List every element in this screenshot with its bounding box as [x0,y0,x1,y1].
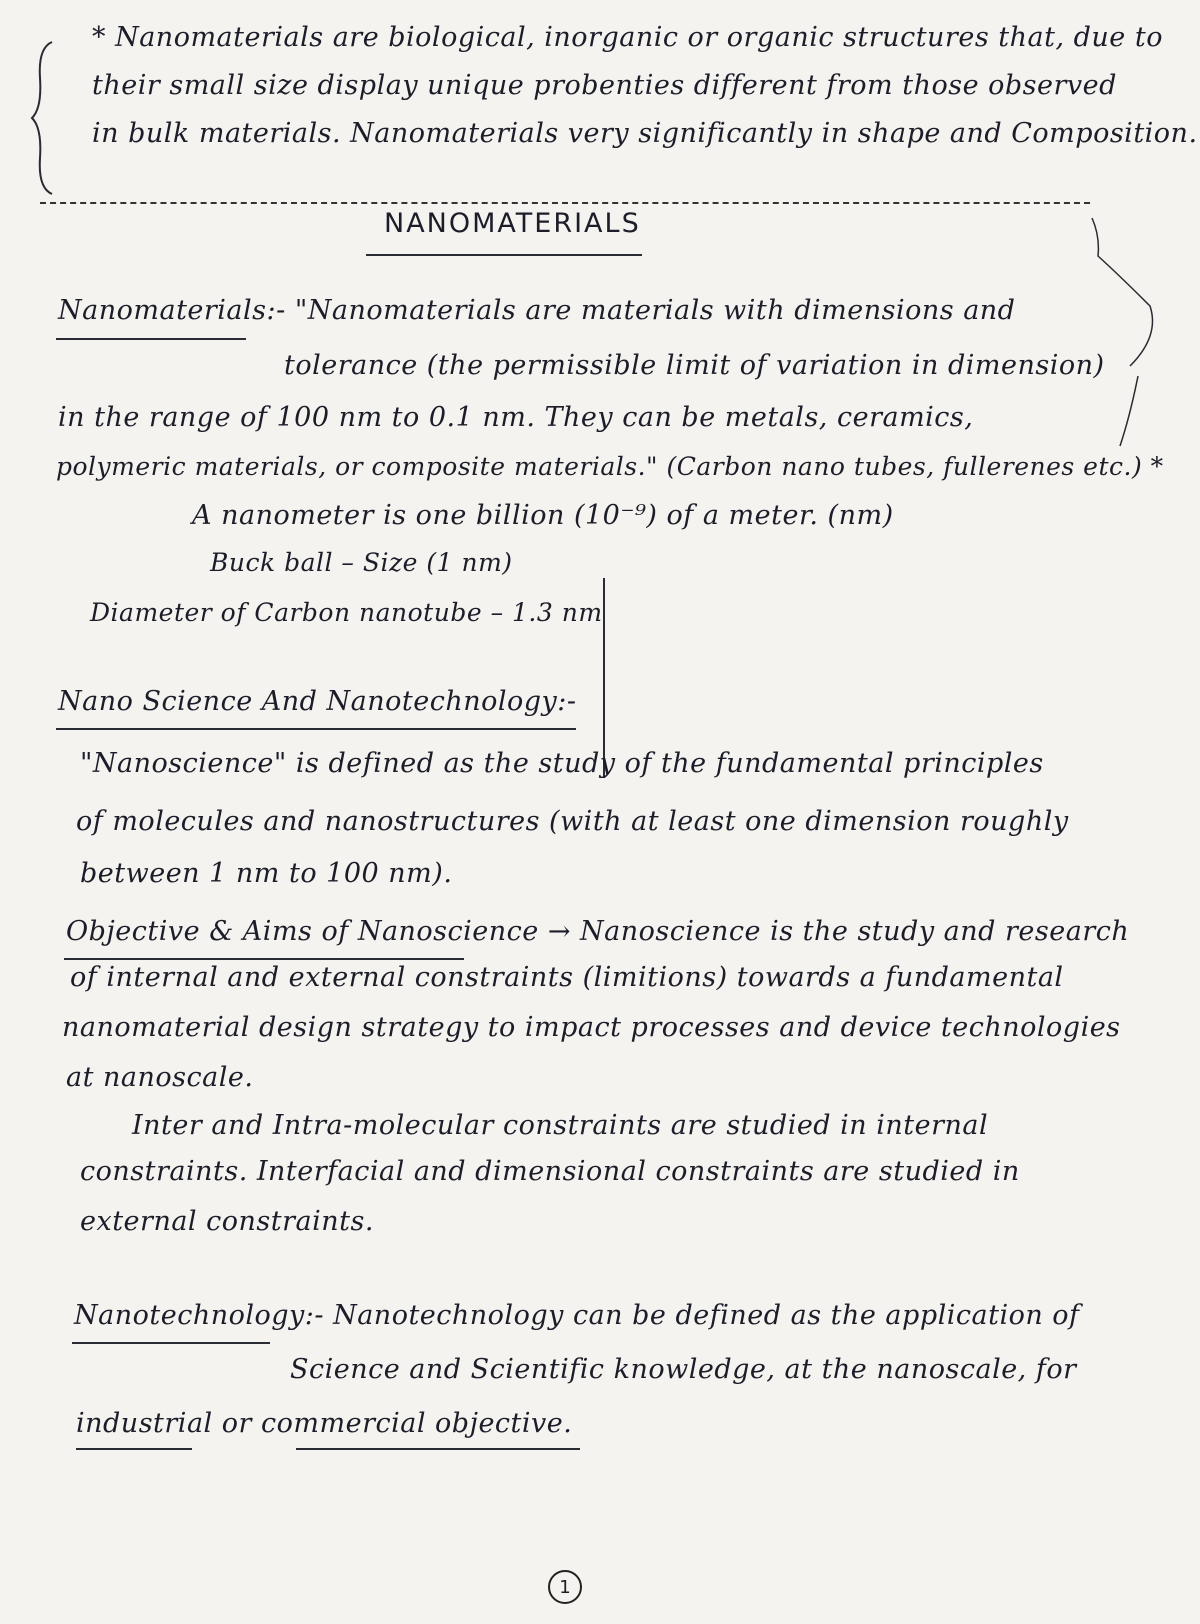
nanoscience-line-6: nanomaterial design strategy to impact processes and device technologies [62,1012,1121,1043]
nanoscience-heading: Nano Science And Nanotechnology:- [58,686,577,717]
objective-underline [64,958,464,960]
nanotechnology-line-2: Science and Scientific knowledge, at the nanoscale, for [290,1354,1077,1385]
curly-brace-mark [30,38,56,198]
nanoscience-heading-underline [56,728,576,730]
nanometer-definition: A nanometer is one billion (10⁻⁹) of a meter. (nm) [192,500,894,531]
nanoscience-line-9: constraints. Interfacial and dimensional constraints are studied in [80,1156,1020,1187]
nanomaterials-def-line-4: polymeric materials, or composite materials." (Carbon nano tubes, fullerenes etc.) * [56,452,1164,481]
intro-line-3: in bulk materials. Nanomaterials very significantly in shape and Composition. [92,118,1198,149]
nanoscience-line-10: external constraints. [80,1206,374,1237]
nanoscience-line-2: of molecules and nanostructures (with at least one dimension roughly [76,806,1069,837]
nanoscience-line-1: "Nanoscience" is defined as the study of the fundamental principles [80,748,1044,779]
title-underline [366,254,642,256]
page-number: 1 [548,1570,582,1604]
nanomaterials-def-line-3: in the range of 100 nm to 0.1 nm. They can be metals, ceramics, [58,402,974,433]
margin-scribble [1090,216,1180,476]
nanomaterials-def-line-1: Nanomaterials:- "Nanomaterials are materials with dimensions and [58,295,1016,326]
buckball-size: Buck ball – Size (1 nm) [210,548,513,577]
carbon-nanotube-diameter: Diameter of Carbon nanotube – 1.3 nm [90,598,603,627]
nanoscience-line-7: at nanoscale. [66,1062,254,1093]
page-title: NANOMATERIALS [384,208,641,239]
nanoscience-line-3: between 1 nm to 100 nm). [80,858,453,889]
objective-heading: Objective & Aims of Nanoscience → Nanoscience is the study and research [66,916,1130,947]
intro-line-1: * Nanomaterials are biological, inorganic or organic structures that, due to [92,22,1163,53]
heading-underline [56,338,246,340]
nanotechnology-line-3: industrial or commercial objective. [76,1408,573,1439]
nanoscience-line-8: Inter and Intra-molecular constraints are studied in internal [132,1110,989,1141]
nanomaterials-def-line-2: tolerance (the permissible limit of variation in dimension) [284,350,1105,381]
nanotechnology-heading-underline [72,1342,270,1344]
dashed-divider [40,202,1090,204]
industrial-underline [76,1448,192,1450]
commercial-underline [296,1448,580,1450]
intro-line-2: their small size display unique probenties different from those observed [92,70,1117,101]
nanotechnology-line-1: Nanotechnology:- Nanotechnology can be defined as the application of [74,1300,1080,1331]
nanoscience-line-5: of internal and external constraints (limitions) towards a fundamental [70,962,1064,993]
